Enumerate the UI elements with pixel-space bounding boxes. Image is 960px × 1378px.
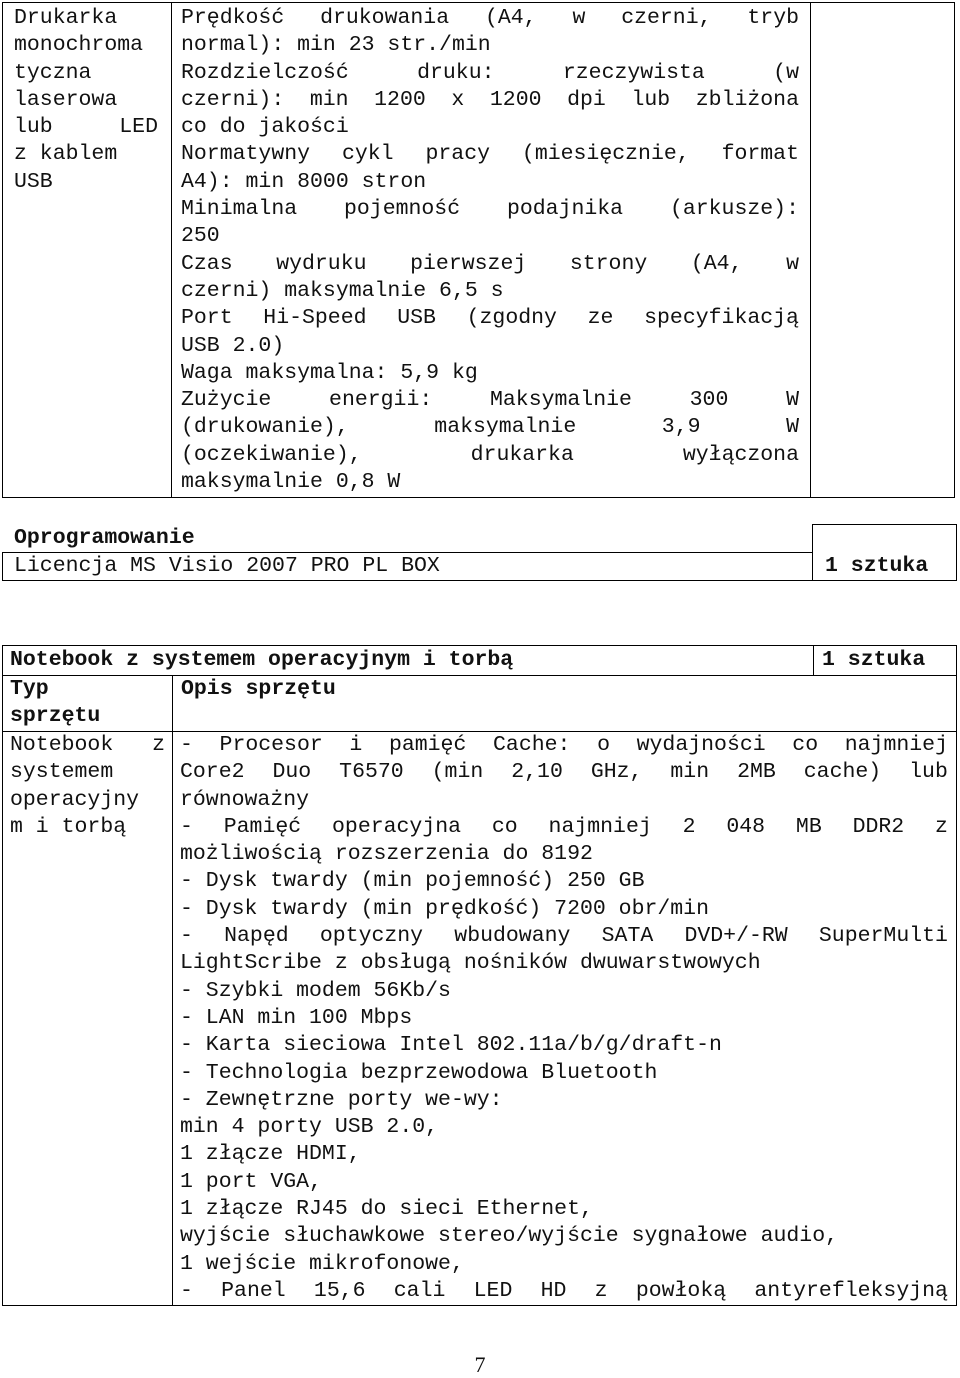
word: Maksymalnie — [489, 388, 632, 413]
word: - — [180, 924, 193, 949]
word: Notebook — [10, 733, 114, 757]
notebook-spec-line: - Zewnętrzne porty we-wy: — [180, 1087, 503, 1112]
notebook-desc-header: Opis sprzętu — [181, 677, 336, 701]
word: druku: — [417, 60, 495, 85]
word: cache) — [803, 760, 882, 785]
word: DVD+/-RW — [684, 924, 788, 949]
software-quantity: 1 sztuka — [825, 554, 929, 578]
word: SuperMulti — [818, 924, 948, 949]
word: 3,9 — [661, 415, 701, 440]
printer-table-divider — [810, 2, 811, 498]
word: (A4, — [484, 6, 537, 30]
printer-spec-line: maksymalnie 0,8 W — [181, 470, 401, 495]
word: Napęd — [224, 924, 289, 949]
printer-spec-line — [181, 5, 799, 32]
word: rzeczywista — [562, 60, 705, 85]
word: operacyjna — [332, 814, 462, 839]
word: min — [670, 760, 710, 785]
notebook-spec-line: - Szybki modem 56Kb/s — [180, 978, 451, 1003]
word: format — [721, 142, 799, 167]
notebook-spec-line: 1 wejście mikrofonowe, — [180, 1251, 464, 1276]
word: 300 — [689, 388, 729, 413]
word: Pamięć — [223, 814, 302, 839]
page-number: 7 — [474, 1352, 486, 1377]
notebook-type-line: operacyjny — [10, 787, 140, 812]
word: energii: — [329, 388, 433, 413]
printer-spec-cell — [181, 5, 799, 496]
printer-type-line: tyczna — [14, 60, 92, 85]
word: (oczekiwanie), — [181, 442, 362, 467]
word: z — [594, 1278, 608, 1303]
word: Rozdzielczość — [181, 60, 349, 85]
printer-spec-line — [181, 141, 799, 168]
notebook-spec-line: - LAN min 100 Mbps — [180, 1005, 413, 1030]
word: z — [935, 814, 948, 839]
printer-spec-line — [181, 305, 799, 332]
word: GHz, — [590, 760, 643, 785]
printer-spec-line — [181, 87, 799, 114]
word: czerni, — [621, 6, 712, 30]
printer-spec-line — [181, 442, 799, 469]
printer-spec-line — [181, 414, 799, 441]
notebook-spec-cell — [180, 732, 948, 1305]
word: 2 — [682, 814, 696, 839]
word: 15,6 — [313, 1278, 366, 1303]
software-table-divider — [2, 552, 3, 581]
word: maksymalnie — [434, 415, 577, 440]
word: i — [349, 733, 363, 757]
notebook-spec-line: LightScribe z obsługą nośników dwuwarstwowych — [180, 951, 761, 976]
printer-spec-line — [181, 387, 799, 414]
word: USB — [397, 306, 436, 331]
word: drukarka — [470, 442, 574, 467]
notebook-spec-line — [180, 759, 948, 786]
notebook-spec-line — [180, 814, 948, 841]
word: Prędkość — [181, 6, 285, 30]
word: x — [451, 87, 465, 112]
printer-spec-line: co do jakości — [181, 115, 349, 140]
word: (zgodny — [466, 306, 557, 331]
notebook-spec-line: równoważny — [180, 787, 310, 812]
word: pracy — [425, 142, 490, 167]
printer-spec-line: czerni) maksymalnie 6,5 s — [181, 278, 504, 303]
word: co — [491, 814, 518, 839]
word: dpi — [567, 87, 606, 112]
notebook-spec-line: 1 złącze HDMI, — [180, 1142, 361, 1167]
notebook-spec-line: możliwością rozszerzenia do 8192 — [180, 842, 593, 867]
word: tryb — [747, 6, 799, 30]
printer-spec-line — [181, 251, 799, 278]
notebook-table-divider — [813, 645, 814, 676]
word: strony — [569, 251, 648, 276]
notebook-spec-line: - Dysk twardy (min pojemność) 250 GB — [180, 869, 645, 894]
printer-type-cell — [14, 5, 158, 196]
notebook-type-cell — [10, 732, 165, 841]
printer-type-line: z kablem — [14, 142, 118, 167]
word: DDR2 — [852, 814, 905, 839]
word: - — [180, 733, 193, 757]
word: (arkusze): — [669, 197, 799, 222]
word: czerni): — [181, 87, 285, 112]
word: zbliżona — [695, 87, 799, 112]
word: LED — [473, 1278, 513, 1303]
notebook-spec-line: wyjście słuchawkowe stereo/wyjście sygnałowe audio, — [180, 1224, 839, 1249]
word: wydajności — [636, 733, 766, 757]
word: wbudowany — [454, 924, 571, 949]
printer-type-line: USB — [14, 169, 53, 194]
word: specyfikacją — [644, 306, 799, 331]
word: (drukowanie), — [181, 415, 349, 440]
word: Hi-Speed — [263, 306, 367, 331]
printer-spec-line — [181, 196, 799, 223]
notebook-spec-line — [180, 923, 948, 950]
word: 1200 — [489, 87, 542, 112]
word: drukowania — [320, 6, 450, 30]
notebook-type-header-line: Typ — [10, 677, 49, 701]
printer-type-line: Drukarka — [14, 6, 118, 30]
notebook-table-divider — [172, 675, 173, 1306]
printer-type-line: monochroma — [14, 33, 144, 58]
word: najmniej — [844, 733, 948, 757]
software-heading: Oprogramowanie — [14, 526, 195, 550]
printer-spec-line: normal): min 23 str./min — [181, 33, 491, 58]
notebook-spec-line: - Dysk twardy (min prędkość) 7200 obr/min — [180, 896, 709, 921]
word: ze — [587, 306, 614, 331]
printer-type-line — [14, 114, 158, 141]
word: w — [572, 6, 586, 30]
word: optyczny — [319, 924, 424, 949]
printer-spec-line: Waga maksymalna: 5,9 kg — [181, 360, 478, 385]
word: antyrefleksyjną — [754, 1278, 948, 1303]
notebook-spec-line: min 4 porty USB 2.0, — [180, 1115, 439, 1140]
word: z — [152, 733, 165, 757]
word: o — [597, 733, 610, 757]
word: 2MB — [737, 760, 776, 785]
word: LED — [119, 115, 158, 140]
notebook-spec-line: 1 port VGA, — [180, 1169, 322, 1194]
word: powłoką — [635, 1278, 727, 1303]
printer-spec-line: 250 — [181, 224, 220, 249]
notebook-table-divider — [2, 675, 957, 676]
notebook-spec-line — [180, 1278, 948, 1305]
word: lub — [909, 760, 948, 785]
word: 1200 — [374, 87, 426, 112]
word: MB — [795, 814, 822, 839]
word: 2,10 — [511, 760, 563, 785]
printer-type-line: laserowa — [14, 87, 118, 112]
word: W — [786, 415, 799, 440]
word: najmniej — [548, 814, 652, 839]
notebook-type-line: systemem — [10, 760, 114, 785]
word: Czas — [181, 251, 233, 276]
word: Procesor — [219, 733, 323, 757]
word: (w — [773, 60, 799, 85]
word: 048 — [726, 814, 766, 839]
word: W — [786, 388, 799, 413]
word: Core2 — [180, 760, 245, 785]
notebook-type-line: m i torbą — [10, 814, 127, 839]
word: wydruku — [276, 251, 367, 276]
word: pojemność — [343, 197, 461, 222]
word: - — [180, 814, 193, 839]
word: cali — [393, 1278, 446, 1303]
word: lub — [631, 87, 671, 112]
word: co — [792, 733, 819, 757]
printer-spec-line: USB 2.0) — [181, 333, 285, 358]
word: Normatywny — [181, 142, 311, 167]
word: cykl — [341, 142, 394, 167]
word: (A4, — [690, 251, 743, 276]
notebook-spec-line: - Karta sieciowa Intel 802.11a/b/g/draft-n — [180, 1033, 722, 1058]
word: - — [180, 1278, 193, 1303]
word: T6570 — [339, 760, 404, 785]
word: HD — [540, 1278, 567, 1303]
notebook-type-header — [10, 676, 100, 731]
word: SATA — [601, 924, 654, 949]
notebook-spec-line — [180, 732, 948, 759]
word: (min — [431, 760, 484, 785]
word: podajnika — [506, 197, 624, 222]
word: w — [786, 251, 799, 276]
printer-spec-line — [181, 60, 799, 87]
notebook-type-line — [10, 732, 165, 759]
notebook-type-header-line: sprzętu — [10, 704, 101, 729]
notebook-title: Notebook z systemem operacyjnym i torbą — [10, 648, 514, 672]
word: Zużycie — [181, 388, 272, 413]
printer-spec-line: A4): min 8000 stron — [181, 169, 427, 194]
word: min — [309, 87, 349, 112]
software-item: Licencja MS Visio 2007 PRO PL BOX — [14, 554, 440, 578]
word: (miesięcznie, — [521, 142, 690, 167]
word: lub — [14, 115, 53, 140]
word: Minimalna — [181, 197, 298, 222]
notebook-spec-line: - Technologia bezprzewodowa Bluetooth — [180, 1060, 658, 1085]
word: Duo — [272, 760, 312, 785]
word: Panel — [221, 1278, 286, 1303]
word: Cache: — [493, 733, 571, 757]
word: pamięć — [388, 733, 467, 757]
word: pierwszej — [410, 251, 527, 276]
word: wyłączona — [682, 442, 799, 467]
word: Port — [181, 306, 233, 331]
notebook-spec-line: 1 złącze RJ45 do sieci Ethernet, — [180, 1197, 593, 1222]
notebook-quantity: 1 sztuka — [822, 648, 926, 672]
printer-table-divider — [171, 2, 172, 498]
